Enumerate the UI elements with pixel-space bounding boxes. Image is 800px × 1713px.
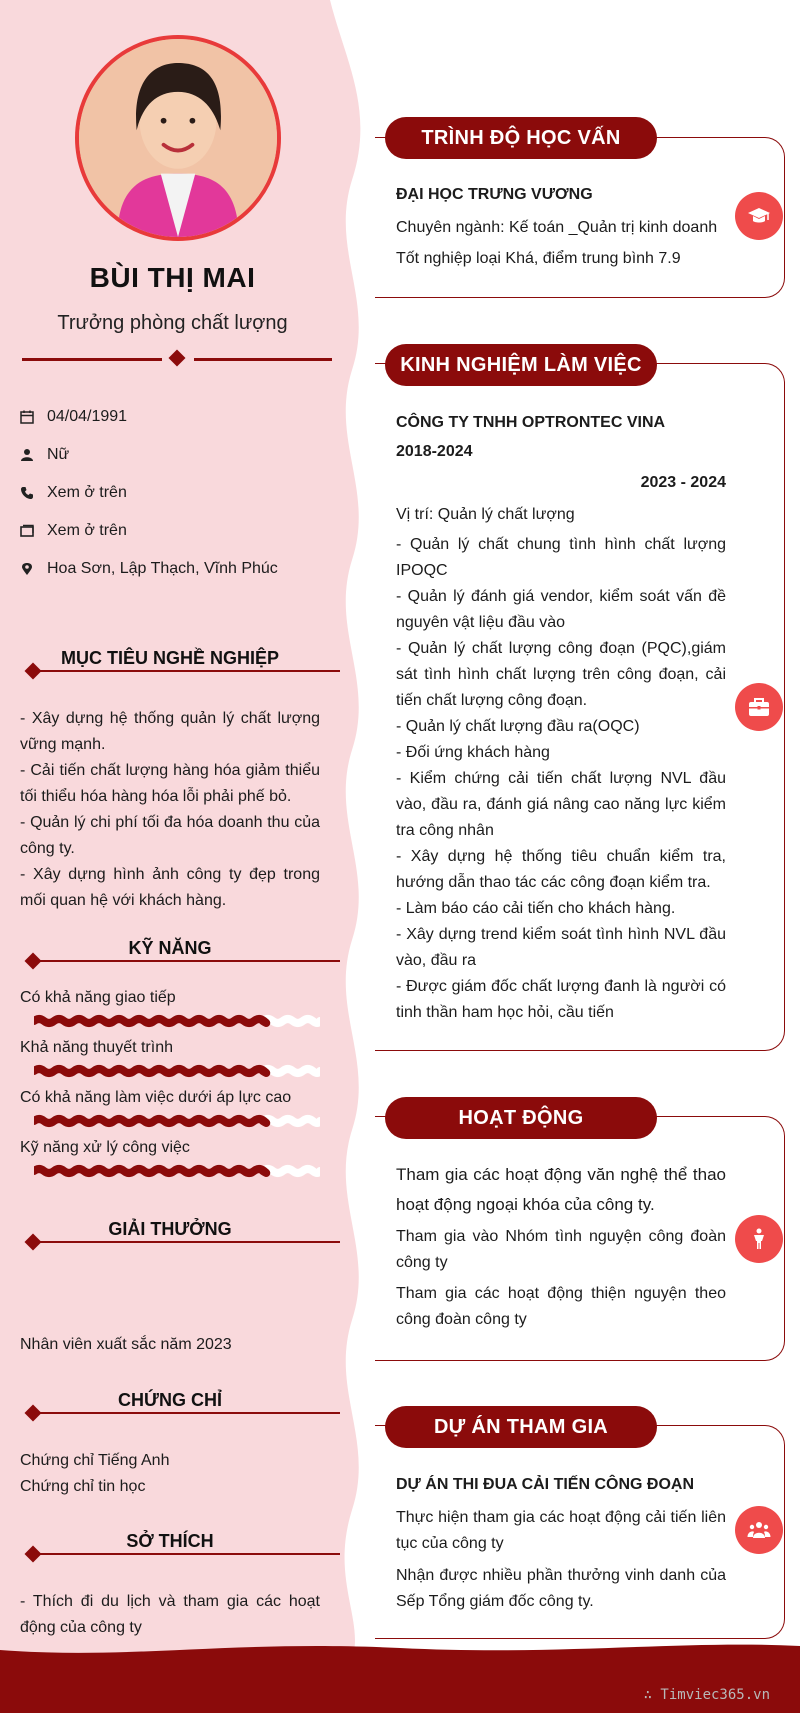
skill-bar-remaining [263,1169,320,1173]
contact-email [20,519,127,543]
skill-label: Có khả năng giao tiếp [20,989,176,1006]
experience-duties [396,532,726,1026]
objective-line: - Xây dựng hình ảnh công ty đẹp trong mối quan hệ với khách hàng. [20,866,320,909]
candidate-role: Trưởng phòng chất lượng [57,312,288,334]
email-icon [20,524,34,538]
skill-bar-fill [34,1069,266,1073]
duty-item: - Được giám đốc chất lượng đanh là người có tinh thần ham học hỏi, cầu tiến [396,978,726,1021]
experience-title: KINH NGHIỆM LÀM VIỆC [385,344,657,386]
skill-label: Kỹ năng xử lý công việc [20,1139,190,1156]
contact-text: Hoa Sơn, Lập Thạch, Vĩnh Phúc [47,560,278,577]
duty-item: - Quản lý chất lượng đầu ra(OQC) [396,718,640,735]
contact-birthday [20,405,127,429]
experience-years: 2018-2024 [396,443,473,460]
contact-text: Xem ở trên [47,484,127,501]
person-standing-icon [735,1215,783,1263]
project-item: Nhận được nhiều phần thưởng vinh danh của Sếp Tổng giám đốc công ty. [396,1567,726,1610]
activities-title: HOẠT ĐỘNG [385,1097,657,1139]
objective-line: - Cải tiến chất lượng hàng hóa giảm thiểu tối thiểu hóa hàng hóa lỗi phải phế bỏ. [20,762,320,805]
graduation-cap-icon [735,192,783,240]
skills-title: KỸ NĂNG [20,938,320,964]
contact-gender [20,443,69,467]
project-name: DỰ ÁN THI ĐUA CẢI TIẾN CÔNG ĐOẠN [396,1476,695,1493]
duty-item: - Làm báo cáo cải tiến cho khách hàng. [396,900,676,917]
brand-watermark: ∴ Timviec365.vn [643,1687,770,1703]
calendar-icon [20,410,34,424]
skill-bar [34,1064,320,1078]
candidate-name: BÙI THỊ MAI [89,262,256,293]
activity-item: Tham gia các hoạt động thiện nguyện theo công đoàn công ty [396,1285,726,1328]
location-icon [20,562,34,576]
skill-bar [34,1014,320,1028]
briefcase-icon [735,683,783,731]
project-item: Thực hiện tham gia các hoạt động cải tiến liên tục của công ty [396,1509,726,1552]
group-icon [735,1506,783,1554]
contact-phone [20,481,127,505]
contact-address [20,557,278,581]
duty-item: - Quản lý đánh giá vendor, kiểm soát vấn đề nguyên vật liệu đầu vào [396,588,726,631]
experience-company: CÔNG TY TNHH OPTRONTEC VINA [396,414,666,431]
skill-label: Có khả năng làm việc dưới áp lực cao [20,1089,292,1106]
contact-text: 04/04/1991 [47,408,128,425]
hobbies-text: - Thích đi du lịch và tham gia các hoạt động của công ty [20,1593,320,1636]
avatar [75,35,281,241]
skill-bar-fill [34,1019,266,1023]
skill-bar-fill [34,1119,266,1123]
certificates-list [20,1448,320,1500]
hobbies-title: SỞ THÍCH [20,1531,320,1557]
certificates-title: CHỨNG CHỈ [20,1390,320,1416]
certificate-item: Chứng chỉ tin học [20,1478,146,1495]
objective-title: MỤC TIÊU NGHỀ NGHIỆP [20,648,320,674]
phone-icon [20,486,34,500]
skill-label: Khả năng thuyết trình [20,1039,173,1056]
education-result: Tốt nghiệp loại Khá, điểm trung bình 7.9 [396,250,681,267]
duty-item: - Xây dựng trend kiểm soát tình hình NVL đầu vào, đầu ra [396,926,726,969]
activity-item: Tham gia vào Nhóm tình nguyện công đoàn công ty [396,1228,726,1271]
name-divider [22,352,332,366]
objective-line: - Xây dựng hệ thống quản lý chất lượng vững mạnh. [20,710,320,753]
contact-text: Nữ [47,446,70,463]
objective-text [20,706,320,914]
duty-item: - Kiểm chứng cải tiến chất lượng NVL đầu vào, đầu ra, đánh giá nâng cao năng lực kiểm tra công nhân [396,770,726,839]
education-major: Chuyên ngành: Kế toán _Quản trị kinh doanh [396,219,718,236]
experience-position: Vị trí: Quản lý chất lượng [396,506,575,523]
duty-item: - Quản lý chất lượng công đoạn (PQC),giám sát tình hình chất lượng trên công đoạn, cải tiến chất lượng công đoạn. [396,640,726,709]
skill-bar-remaining [263,1119,320,1123]
duty-item: - Đối ứng khách hàng [396,744,550,761]
skill-bar-remaining [263,1069,320,1073]
contact-text: Xem ở trên [47,522,127,539]
award-item: Nhân viên xuất sắc năm 2023 [20,1336,232,1353]
duty-item: - Quản lý chất chung tình hình chất lượng IPOQC [396,536,726,579]
objective-line: - Quản lý chi phí tối đa hóa doanh thu của công ty. [20,814,320,857]
education-school: ĐẠI HỌC TRƯNG VƯƠNG [396,186,593,203]
experience-period: 2023 - 2024 [640,474,726,491]
duty-item: - Xây dựng hệ thống tiêu chuẩn kiểm tra, hướng dẫn thao tác các công đoạn kiểm tra. [396,848,726,891]
activity-item: Tham gia các hoạt động văn nghệ thể thao hoạt động ngoại khóa của công ty. [396,1165,726,1214]
education-title: TRÌNH ĐỘ HỌC VẤN [385,117,657,159]
skill-bar-fill [34,1169,266,1173]
awards-title: GIẢI THƯỞNG [20,1219,320,1245]
skill-bar [34,1114,320,1128]
certificate-item: Chứng chỉ Tiếng Anh [20,1452,170,1469]
projects-title: DỰ ÁN THAM GIA [385,1406,657,1448]
person-icon [20,448,34,462]
skill-bar [34,1164,320,1178]
skill-bar-remaining [263,1019,320,1023]
